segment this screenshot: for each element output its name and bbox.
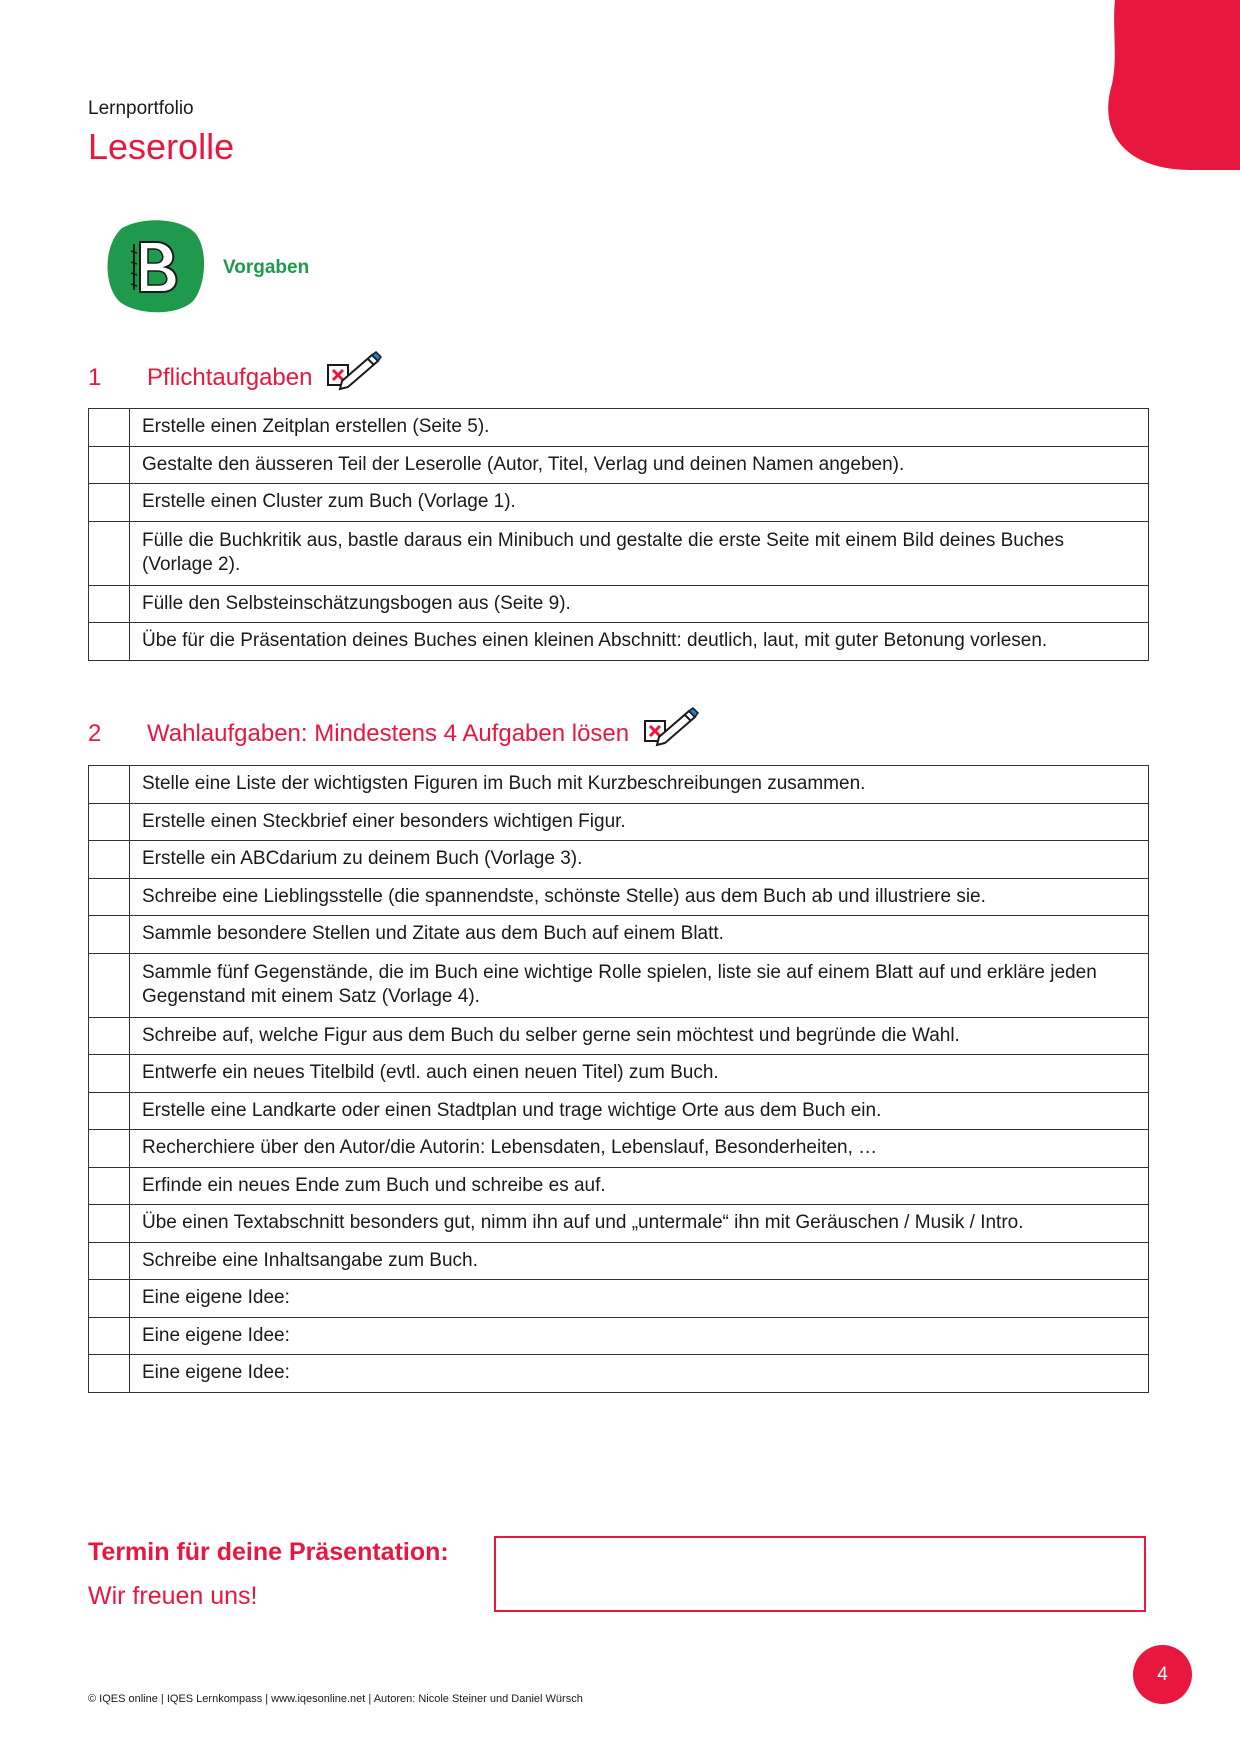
page-title: Leserolle [88, 126, 235, 167]
table-row [89, 446, 1149, 484]
task-text[interactable]: Eine eigene Idee: [130, 1355, 1149, 1393]
task-checkbox[interactable] [89, 916, 130, 954]
task-text: Schreibe eine Inhaltsangabe zum Buch. [130, 1242, 1149, 1280]
task-checkbox[interactable] [89, 953, 130, 1017]
task-checkbox[interactable] [89, 1242, 130, 1280]
task-text: Erstelle eine Landkarte oder einen Stadtplan und trage wichtige Orte aus dem Buch ein. [130, 1092, 1149, 1130]
document-eyebrow: Lernportfolio [88, 98, 194, 119]
task-text: Übe einen Textabschnitt besonders gut, nimm ihn auf und „untermale“ ihn mit Geräuschen / Musik / Intro. [130, 1205, 1149, 1243]
checkbox-pencil-icon [326, 351, 382, 391]
vorgaben-label: Vorgaben [223, 257, 310, 278]
section-2-title: Wahlaufgaben: Mindestens 4 Aufgaben lösen [147, 720, 630, 747]
task-checkbox[interactable] [89, 623, 130, 661]
task-checkbox[interactable] [89, 803, 130, 841]
table-row [89, 1317, 1149, 1355]
task-text: Fülle die Buchkritik aus, bastle daraus ein Minibuch und gestalte die erste Seite mit einem Bild deines Buches (Vorlage 2). [130, 521, 1149, 585]
closing-text: Wir freuen uns! [88, 1582, 258, 1610]
task-text: Übe für die Präsentation deines Buches einen kleinen Abschnitt: deutlich, laut, mit guter Betonung vorlesen. [130, 623, 1149, 661]
table-row [89, 1055, 1149, 1093]
table-row [89, 1092, 1149, 1130]
table-row [89, 1355, 1149, 1393]
table-row [89, 1280, 1149, 1318]
task-text: Fülle den Selbsteinschätzungsbogen aus (Seite 9). [130, 585, 1149, 623]
task-checkbox[interactable] [89, 1355, 130, 1393]
termin-label: Termin für deine Präsentation: [88, 1538, 449, 1566]
wahlaufgaben-table [88, 765, 1149, 1393]
task-text: Gestalte den äusseren Teil der Leserolle (Autor, Titel, Verlag und deinen Namen angeben). [130, 446, 1149, 484]
table-row [89, 766, 1149, 804]
section-1-title: Pflichtaufgaben [147, 364, 313, 391]
table-row [89, 1130, 1149, 1168]
task-text[interactable]: Eine eigene Idee: [130, 1280, 1149, 1318]
task-text: Sammle besondere Stellen und Zitate aus dem Buch auf einem Blatt. [130, 916, 1149, 954]
page-number: 4 [1157, 1663, 1168, 1685]
table-row [89, 1242, 1149, 1280]
section-2-number: 2 [88, 720, 102, 747]
task-checkbox[interactable] [89, 1280, 130, 1318]
table-row [89, 841, 1149, 879]
pflichtaufgaben-table [88, 408, 1149, 661]
table-row [89, 484, 1149, 522]
task-text: Sammle fünf Gegenstände, die im Buch eine wichtige Rolle spielen, liste sie auf einem Blatt auf und erkläre jeden Gegenstand mit einem Satz (Vorlage 4). [130, 953, 1149, 1017]
task-text: Erfinde ein neues Ende zum Buch und schreibe es auf. [130, 1167, 1149, 1205]
task-text: Erstelle einen Zeitplan erstellen (Seite 5). [130, 409, 1149, 447]
table-row [89, 585, 1149, 623]
task-checkbox[interactable] [89, 585, 130, 623]
task-checkbox[interactable] [89, 841, 130, 879]
table-row [89, 409, 1149, 447]
task-checkbox[interactable] [89, 1055, 130, 1093]
table-row [89, 916, 1149, 954]
table-row [89, 1017, 1149, 1055]
table-row [89, 1205, 1149, 1243]
page-number-badge [1133, 1645, 1192, 1704]
task-checkbox[interactable] [89, 1167, 130, 1205]
table-row [89, 953, 1149, 1017]
task-text: Schreibe eine Lieblingsstelle (die spannendste, schönste Stelle) aus dem Buch ab und illustriere sie. [130, 878, 1149, 916]
task-checkbox[interactable] [89, 521, 130, 585]
checkbox-pencil-icon [643, 707, 699, 747]
task-text: Schreibe auf, welche Figur aus dem Buch du selber gerne sein möchtest und begründe die Wahl. [130, 1017, 1149, 1055]
task-text: Stelle eine Liste der wichtigsten Figuren im Buch mit Kurzbeschreibungen zusammen. [130, 766, 1149, 804]
footer-credits: © IQES online | IQES Lernkompass | www.iqesonline.net | Autoren: Nicole Steiner und Daniel Würsch [88, 1693, 583, 1705]
table-row [89, 521, 1149, 585]
table-row [89, 623, 1149, 661]
task-checkbox[interactable] [89, 484, 130, 522]
task-checkbox[interactable] [89, 1130, 130, 1168]
termin-input-box[interactable] [494, 1536, 1146, 1612]
task-checkbox[interactable] [89, 1205, 130, 1243]
task-checkbox[interactable] [89, 1092, 130, 1130]
task-checkbox[interactable] [89, 409, 130, 447]
section-1-number: 1 [88, 364, 102, 391]
section-2-heading [88, 720, 699, 748]
task-checkbox[interactable] [89, 1317, 130, 1355]
task-text[interactable]: Eine eigene Idee: [130, 1317, 1149, 1355]
task-text: Erstelle einen Steckbrief einer besonders wichtigen Figur. [130, 803, 1149, 841]
task-checkbox[interactable] [89, 446, 130, 484]
task-text: Entwerfe ein neues Titelbild (evtl. auch einen neuen Titel) zum Buch. [130, 1055, 1149, 1093]
task-checkbox[interactable] [89, 1017, 130, 1055]
table-row [89, 1167, 1149, 1205]
task-checkbox[interactable] [89, 766, 130, 804]
task-text: Erstelle ein ABCdarium zu deinem Buch (Vorlage 3). [130, 841, 1149, 879]
table-row [89, 878, 1149, 916]
table-row [89, 803, 1149, 841]
letter-b-badge-icon [104, 218, 206, 314]
corner-blob-decoration [1050, 0, 1240, 170]
task-checkbox[interactable] [89, 878, 130, 916]
task-text: Recherchiere über den Autor/die Autorin: Lebensdaten, Lebenslauf, Besonderheiten, … [130, 1130, 1149, 1168]
task-text: Erstelle einen Cluster zum Buch (Vorlage 1). [130, 484, 1149, 522]
section-1-heading [88, 364, 382, 392]
